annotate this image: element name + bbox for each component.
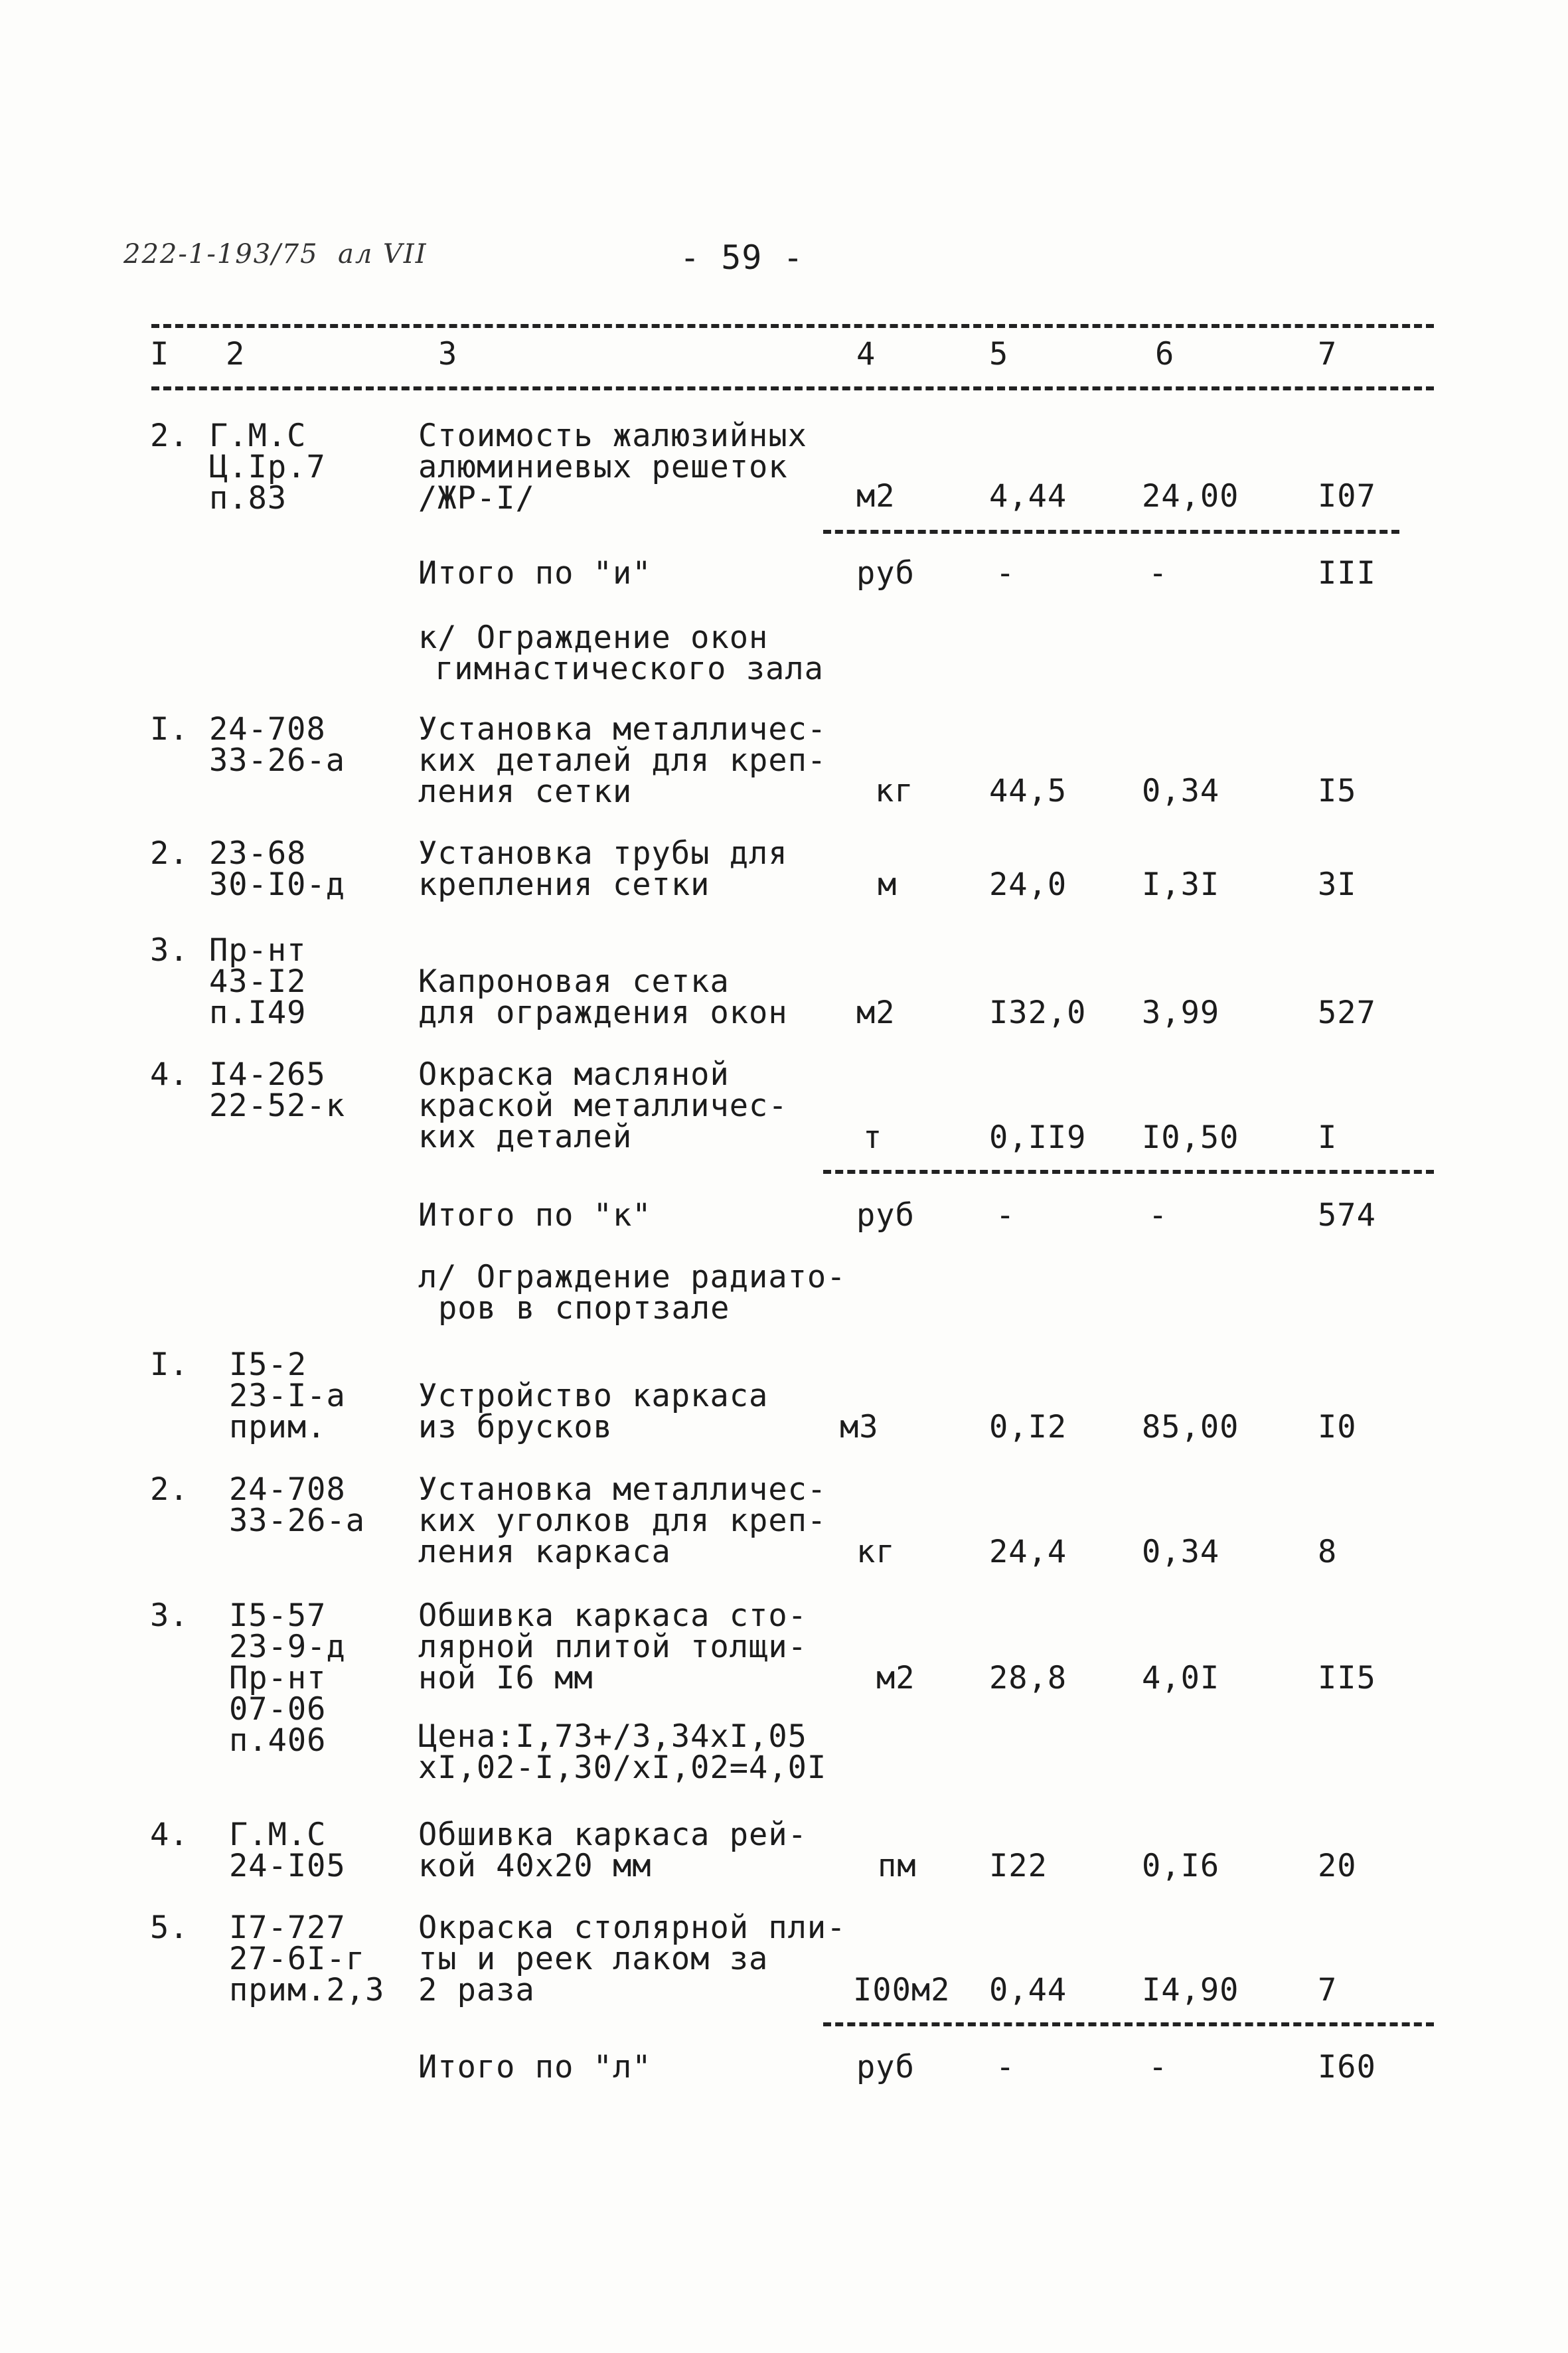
row-number: 2. — [150, 1471, 189, 1508]
norm-code: Пр-нт — [209, 932, 307, 969]
row-total: I — [1318, 1119, 1338, 1156]
work-description: Устройство каркаса — [418, 1378, 769, 1414]
unit-price: 24,00 — [1142, 478, 1239, 515]
norm-code: п.406 — [229, 1722, 327, 1759]
work-description: ления сетки — [418, 773, 633, 810]
work-description: Окраска масляной — [418, 1056, 730, 1093]
work-description: ления каркаса — [418, 1534, 671, 1570]
work-description: из брусков — [418, 1409, 613, 1445]
unit: кг — [856, 1534, 896, 1570]
unit: т — [863, 1119, 883, 1156]
row-total: 7 — [1318, 1972, 1338, 2008]
norm-code: 30-I0-д — [209, 866, 346, 903]
norm-code: 43-I2 — [209, 963, 307, 1000]
norm-code: I7-727 — [229, 1909, 346, 1946]
norm-code: 33-26-а — [229, 1502, 366, 1539]
norm-code: 23-9-д — [229, 1629, 346, 1665]
row-total: 20 — [1318, 1848, 1357, 1884]
subtotal-label: Итого по "и" — [418, 555, 652, 592]
row-number: 4. — [150, 1056, 189, 1093]
unit-price: 4,0I — [1142, 1660, 1220, 1696]
section-title: ров в спортзале — [438, 1290, 730, 1327]
work-description: Обшивка каркаса сто- — [418, 1597, 807, 1634]
work-description: ной I6 мм — [418, 1660, 593, 1696]
column-header: 2 — [226, 336, 246, 372]
quantity: I32,0 — [989, 995, 1087, 1031]
quantity: 0,I2 — [989, 1409, 1067, 1445]
column-header: I — [150, 336, 170, 372]
unit: пм — [878, 1848, 917, 1884]
work-description: Окраска столярной пли- — [418, 1909, 846, 1946]
unit: м — [878, 866, 898, 903]
quantity: 4,44 — [989, 478, 1067, 515]
norm-code: I5-57 — [229, 1597, 327, 1634]
unit-price: I,3I — [1142, 866, 1220, 903]
subtotal-rule — [823, 2022, 1434, 2026]
subtotal-label: Итого по "к" — [418, 1197, 652, 1234]
work-description: лярной плитой толщи- — [418, 1629, 807, 1665]
norm-code: Пр-нт — [229, 1660, 327, 1696]
quantity: I22 — [989, 1848, 1048, 1884]
row-number: I. — [150, 711, 189, 748]
unit-price: I4,90 — [1142, 1972, 1239, 2008]
unit: руб — [856, 1197, 915, 1234]
quantity: 0,II9 — [989, 1119, 1087, 1156]
norm-code: 23-I-а — [229, 1378, 346, 1414]
row-total: 8 — [1318, 1534, 1338, 1570]
work-description: крепления сетки — [418, 866, 710, 903]
unit-price: 3,99 — [1142, 995, 1220, 1031]
work-description: Обшивка каркаса рей- — [418, 1817, 807, 1853]
unit-price: 0,34 — [1142, 1534, 1220, 1570]
work-description: /ЖР-I/ — [418, 480, 535, 517]
norm-code: 24-I05 — [229, 1848, 346, 1884]
page-number: - 59 - — [680, 238, 804, 277]
norm-code: Г.М.С — [209, 418, 307, 454]
header-rule-bottom — [151, 386, 1434, 390]
unit-price: 85,00 — [1142, 1409, 1239, 1445]
header-rule-top — [151, 324, 1434, 328]
subtotal-value: I60 — [1318, 2049, 1376, 2085]
column-header: 6 — [1155, 336, 1175, 372]
work-description: 2 раза — [418, 1972, 535, 2008]
quantity: - — [996, 1197, 1016, 1234]
quantity: - — [996, 555, 1016, 592]
quantity: 24,4 — [989, 1534, 1067, 1570]
column-header: 3 — [438, 336, 458, 372]
unit-price: 0,I6 — [1142, 1848, 1220, 1884]
work-description: Установка трубы для — [418, 835, 788, 872]
section-title: к/ Ограждение окон — [418, 619, 769, 656]
quantity: 44,5 — [989, 773, 1067, 809]
unit-price: - — [1148, 1197, 1168, 1234]
row-number: 2. — [150, 835, 189, 872]
work-description: ких уголков для креп- — [418, 1502, 827, 1539]
quantity: 0,44 — [989, 1972, 1067, 2008]
unit-price: - — [1148, 2049, 1168, 2085]
unit: м2 — [856, 478, 896, 515]
unit: кг — [875, 773, 914, 809]
norm-code: 24-708 — [229, 1471, 346, 1508]
row-total: I5 — [1318, 773, 1357, 809]
row-total: I0 — [1318, 1409, 1357, 1445]
norm-code: п.83 — [209, 480, 287, 517]
price-calculation-note: Цена:I,73+/3,34хI,05 — [418, 1718, 807, 1755]
norm-code: 22-52-к — [209, 1088, 346, 1124]
row-total: 527 — [1318, 995, 1376, 1031]
norm-code: 24-708 — [209, 711, 326, 748]
unit-price: 0,34 — [1142, 773, 1220, 809]
subtotal-label: Итого по "л" — [418, 2049, 652, 2085]
work-description: для ограждения окон — [418, 995, 788, 1031]
unit: м2 — [876, 1660, 915, 1696]
row-total: 3I — [1318, 866, 1357, 903]
quantity: - — [996, 2049, 1016, 2085]
row-number: 5. — [150, 1909, 189, 1946]
quantity: 24,0 — [989, 866, 1067, 903]
norm-code: 23-68 — [209, 835, 307, 872]
unit: м3 — [840, 1409, 879, 1445]
norm-code: 33-26-а — [209, 742, 346, 779]
subtotal-value: III — [1318, 555, 1376, 592]
row-number: 3. — [150, 932, 189, 969]
work-description: кой 40х20 мм — [418, 1848, 652, 1884]
document-code: 222-1-193/75 ал VII — [123, 239, 428, 270]
norm-code: п.I49 — [209, 995, 307, 1031]
subtotal-rule — [823, 1170, 1434, 1174]
work-description: ких деталей — [418, 1119, 633, 1155]
norm-code: 27-6I-г — [229, 1941, 366, 1977]
norm-code: I4-265 — [209, 1056, 326, 1093]
section-title: л/ Ограждение радиато- — [418, 1259, 846, 1295]
unit: руб — [856, 2049, 915, 2085]
column-header: 7 — [1318, 336, 1338, 372]
norm-code: прим.2,3 — [229, 1972, 385, 2008]
norm-code: I5-2 — [229, 1346, 307, 1383]
work-description: алюминиевых решеток — [418, 449, 788, 485]
work-description: ты и реек лаком за — [418, 1941, 769, 1977]
row-number: 3. — [150, 1597, 189, 1634]
work-description: Капроновая сетка — [418, 963, 730, 1000]
unit: I00м2 — [853, 1972, 951, 2008]
work-description: Стоимость жалюзийных — [418, 418, 807, 454]
column-header: 4 — [856, 336, 876, 372]
row-total: I07 — [1318, 478, 1376, 515]
work-description: Установка металличес- — [418, 711, 827, 748]
section-title: гимнастического зала — [435, 651, 824, 687]
row-number: 2. — [150, 418, 189, 454]
column-header: 5 — [989, 336, 1009, 372]
subtotal-rule — [823, 530, 1399, 534]
unit: м2 — [856, 995, 896, 1031]
norm-code: 07-06 — [229, 1691, 327, 1728]
price-calculation-note: хI,02-I,30/хI,02=4,0I — [418, 1749, 827, 1786]
norm-code: прим. — [229, 1409, 327, 1445]
work-description: краской металличес- — [418, 1088, 788, 1124]
unit-price: - — [1148, 555, 1168, 592]
unit-price: I0,50 — [1142, 1119, 1239, 1156]
row-number: 4. — [150, 1817, 189, 1853]
quantity: 28,8 — [989, 1660, 1067, 1696]
norm-code: Ц.Ір.7 — [209, 449, 326, 485]
unit: руб — [856, 555, 915, 592]
work-description: ких деталей для креп- — [418, 742, 827, 779]
subtotal-value: 574 — [1318, 1197, 1376, 1234]
work-description: Установка металличес- — [418, 1471, 827, 1508]
row-number: I. — [150, 1346, 189, 1383]
norm-code: Г.М.С — [229, 1817, 327, 1853]
row-total: II5 — [1318, 1660, 1376, 1696]
